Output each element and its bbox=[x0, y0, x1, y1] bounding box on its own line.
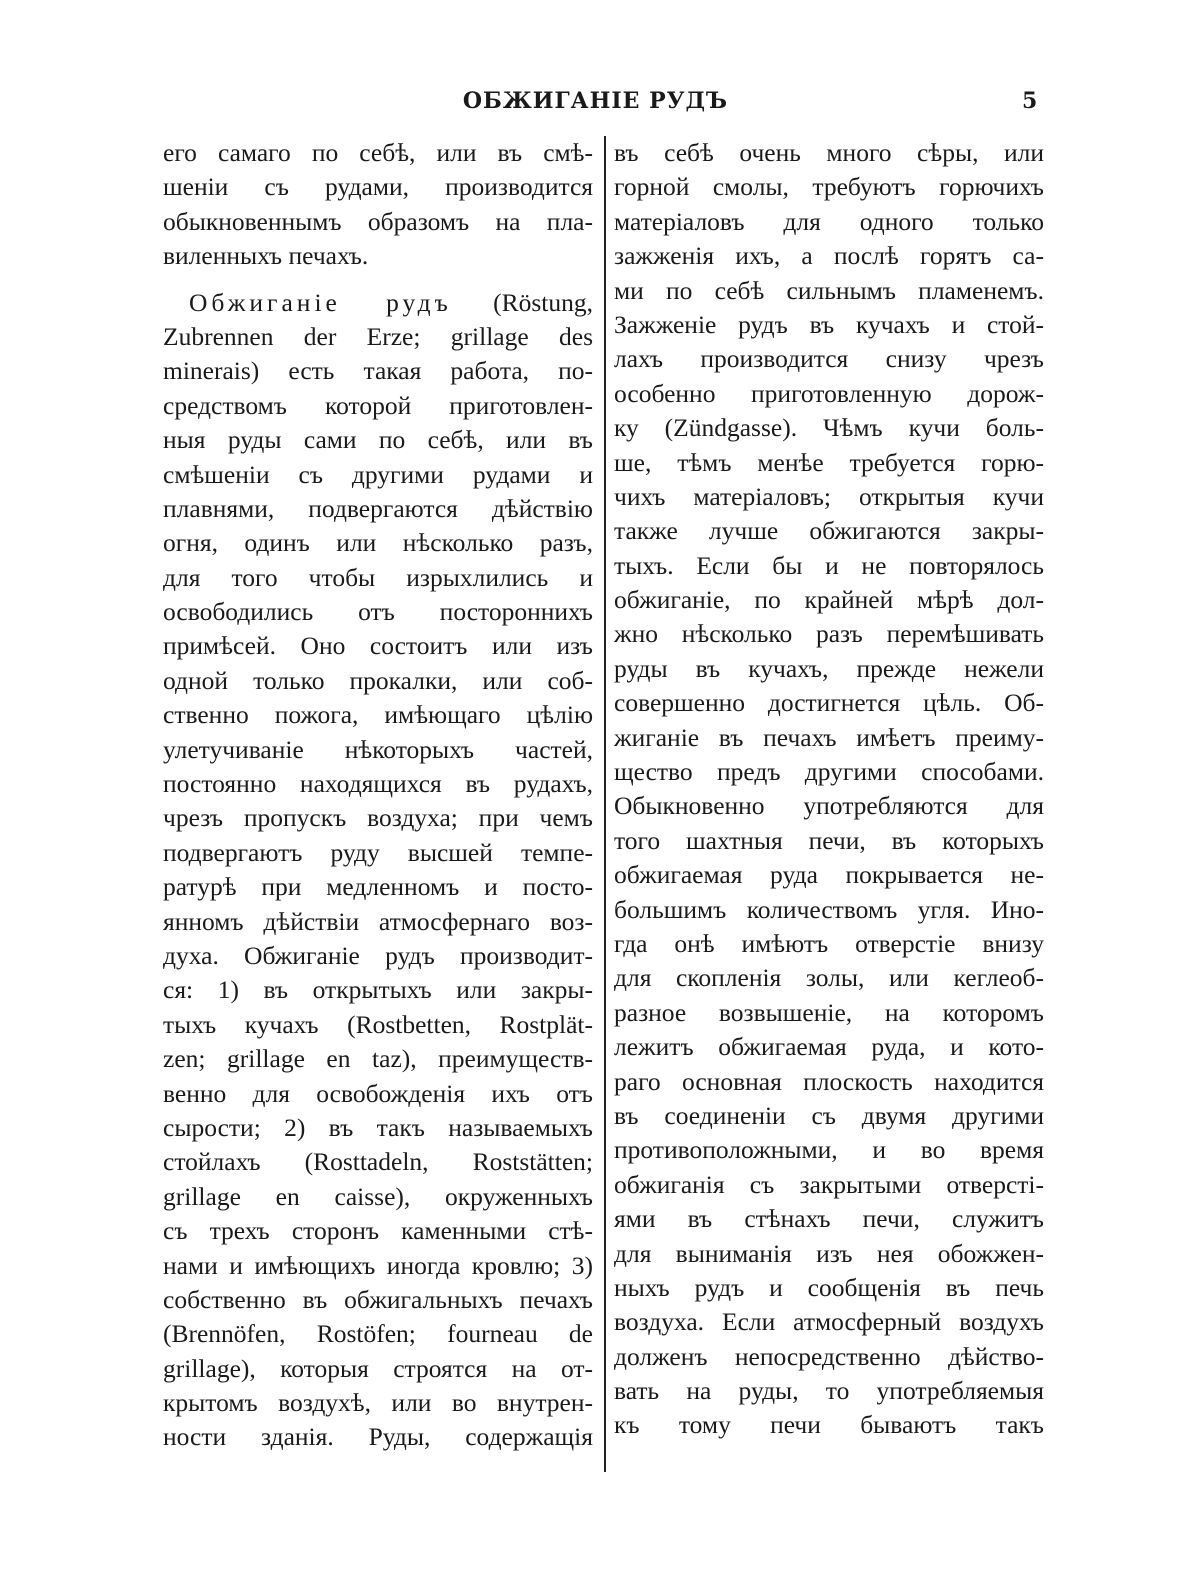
text-line: гда онѣ имѣютъ отверстіе внизу bbox=[614, 928, 1044, 958]
text-line: зажженія ихъ, а послѣ горятъ са- bbox=[614, 241, 1044, 271]
text-line: жиганіе въ печахъ имѣетъ преиму- bbox=[614, 722, 1044, 752]
text-line: ности зданія. Руды, содержащія bbox=[163, 1422, 593, 1452]
text-line: янномъ дѣйствіи атмосфернаго воз- bbox=[163, 906, 593, 936]
text-line: Zubrennen der Erze; grillage des bbox=[163, 321, 593, 351]
text-line: воздуха. Если атмосферный воздухъ bbox=[614, 1307, 1044, 1337]
text-line: для того чтобы изрыхлились и bbox=[163, 562, 593, 592]
text-line: ку (Zündgasse). Чѣмъ кучи боль- bbox=[614, 413, 1044, 443]
running-header-title: ОБЖИГАНІЕ РУДЪ bbox=[462, 88, 729, 114]
text-line: grillage en caisse), окруженныхъ bbox=[163, 1181, 593, 1211]
left-column bbox=[163, 136, 593, 1455]
text-line: тыхъ кучахъ (Rostbetten, Rostplät- bbox=[163, 1009, 593, 1039]
text-line: тыхъ. Если бы и не повторялось bbox=[614, 550, 1044, 580]
text-line: чихъ матеріаловъ; открытыя кучи bbox=[614, 481, 1044, 511]
text-line: духа. Обжиганіе рудъ производит- bbox=[163, 940, 593, 970]
text-line: обжиганія съ закрытыми отверстi- bbox=[614, 1169, 1044, 1199]
text-line: (Brennöfen, Rostöfen; fourneau de bbox=[163, 1319, 593, 1349]
text-line: средствомъ которой приготовлен- bbox=[163, 390, 593, 420]
text-line: долженъ непосредственно дѣйство- bbox=[614, 1341, 1044, 1371]
text-line: обжигаемая руда покрывается не- bbox=[614, 860, 1044, 890]
text-line: ми по себѣ сильнымъ пламенемъ. bbox=[614, 275, 1044, 305]
text-line: для выниманія изъ нея обожжен- bbox=[614, 1238, 1044, 1268]
text-line: Обыкновенно употребляются для bbox=[614, 791, 1044, 821]
text-line: въ соединеніи съ двумя другими bbox=[614, 1100, 1044, 1130]
text-line: матеріаловъ для одного только bbox=[614, 206, 1044, 236]
text-line: minerais) есть такая работа, по- bbox=[163, 356, 593, 386]
text-line: противоположными, и во время bbox=[614, 1135, 1044, 1165]
text-line: большимъ количествомъ угля. Ино- bbox=[614, 894, 1044, 924]
text-line: ше, тѣмъ менѣе требуется горю- bbox=[614, 447, 1044, 477]
text-line: grillage), которыя строятся на от- bbox=[163, 1353, 593, 1383]
text-line: Зажженіе рудъ въ кучахъ и стой- bbox=[614, 309, 1044, 339]
text-line: щество предъ другими способами. bbox=[614, 757, 1044, 787]
text-line: подвергаютъ руду высшей темпе- bbox=[163, 837, 593, 867]
text-line: въ себѣ очень много сѣры, или bbox=[614, 138, 1044, 167]
text-line: стойлахъ (Rosttadeln, Roststätten; bbox=[163, 1147, 593, 1177]
column-divider bbox=[604, 136, 606, 1472]
text-line: вать на руды, то употребляемыя bbox=[614, 1376, 1044, 1406]
text-line: zen; grillage en taz), преимуществ- bbox=[163, 1044, 593, 1074]
text-line: улетучиваніе нѣкоторыхъ частей, bbox=[163, 734, 593, 764]
text-line: для скопленія золы, или кеглеоб- bbox=[614, 963, 1044, 993]
text-line: плавнями, подвергаются дѣйствію bbox=[163, 493, 593, 523]
text-line: нами и имѣющихъ иногда кровлю; 3) bbox=[163, 1250, 593, 1280]
text-line: также лучше обжигаются закры- bbox=[614, 516, 1044, 546]
text-line: огня, одинъ или нѣсколько разъ, bbox=[163, 528, 593, 558]
text-line: къ тому печи бываютъ такъ bbox=[614, 1410, 1044, 1440]
text-line: венно для освобожденія ихъ отъ bbox=[163, 1078, 593, 1108]
text-line: одной только прокалки, или соб- bbox=[163, 665, 593, 695]
text-line: ныхъ рудъ и сообщенія въ печь bbox=[614, 1272, 1044, 1302]
paragraph-gap bbox=[163, 274, 593, 286]
right-column bbox=[614, 136, 1044, 1443]
term-heading: Обжиганіе рудъ bbox=[189, 287, 452, 317]
text-line: горной смолы, требуютъ горючихъ bbox=[614, 172, 1044, 202]
text-line: ственно пожога, имѣющаго цѣлію bbox=[163, 700, 593, 730]
text-line: съ трехъ сторонъ каменными стѣ- bbox=[163, 1216, 593, 1246]
text-line: того шахтныя печи, въ которыхъ bbox=[614, 825, 1044, 855]
text-line: виленныхъ печахъ. bbox=[163, 241, 369, 271]
text-line: обжиганіе, по крайней мѣрѣ дол- bbox=[614, 585, 1044, 615]
page-number: 5 bbox=[1022, 88, 1038, 114]
text-line: сырости; 2) въ такъ называемыхъ bbox=[163, 1112, 593, 1142]
text-line: руды въ кучахъ, прежде нежели bbox=[614, 653, 1044, 683]
text-line: ся: 1) въ открытыхъ или закры- bbox=[163, 975, 593, 1005]
text-line: жно нѣсколько разъ перемѣшивать bbox=[614, 619, 1044, 649]
text-line: крытомъ воздухѣ, или во внутрен- bbox=[163, 1388, 593, 1418]
text-line: собственно въ обжигальныхъ печахъ bbox=[163, 1284, 593, 1314]
text-line: раго основная плоскость находится bbox=[614, 1066, 1044, 1096]
text-line: особенно приготовленную дорож- bbox=[614, 378, 1044, 408]
text-line: шеніи съ рудами, производится bbox=[163, 172, 593, 202]
text-line: обыкновеннымъ образомъ на пла- bbox=[163, 206, 593, 236]
text-line: чрезъ пропускъ воздуха; при чемъ bbox=[163, 803, 593, 833]
text-line: его самаго по себѣ, или въ смѣ- bbox=[163, 138, 593, 167]
text-line: совершенно достигнется цѣль. Об- bbox=[614, 688, 1044, 718]
text-line: ныя руды сами по себѣ, или въ bbox=[163, 425, 593, 455]
text-line: примѣсей. Оно состоитъ или изъ bbox=[163, 631, 593, 661]
text-line: лахъ производится снизу чрезъ bbox=[614, 344, 1044, 374]
text-line: лежитъ обжигаемая руда, и кото- bbox=[614, 1032, 1044, 1062]
text-line: освободились отъ постороннихъ bbox=[163, 597, 593, 627]
text-line: постоянно находящихся въ рудахъ, bbox=[163, 769, 593, 799]
text-line: ями въ стѣнахъ печи, служитъ bbox=[614, 1204, 1044, 1234]
text-line: смѣшеніи съ другими рудами и bbox=[163, 459, 593, 489]
text-line-first bbox=[163, 286, 593, 320]
term-heading-rest: (Röstung, bbox=[451, 287, 593, 317]
text-line: ратурѣ при медленномъ и посто- bbox=[163, 872, 593, 902]
text-line: разное возвышеніе, на которомъ bbox=[614, 997, 1044, 1027]
